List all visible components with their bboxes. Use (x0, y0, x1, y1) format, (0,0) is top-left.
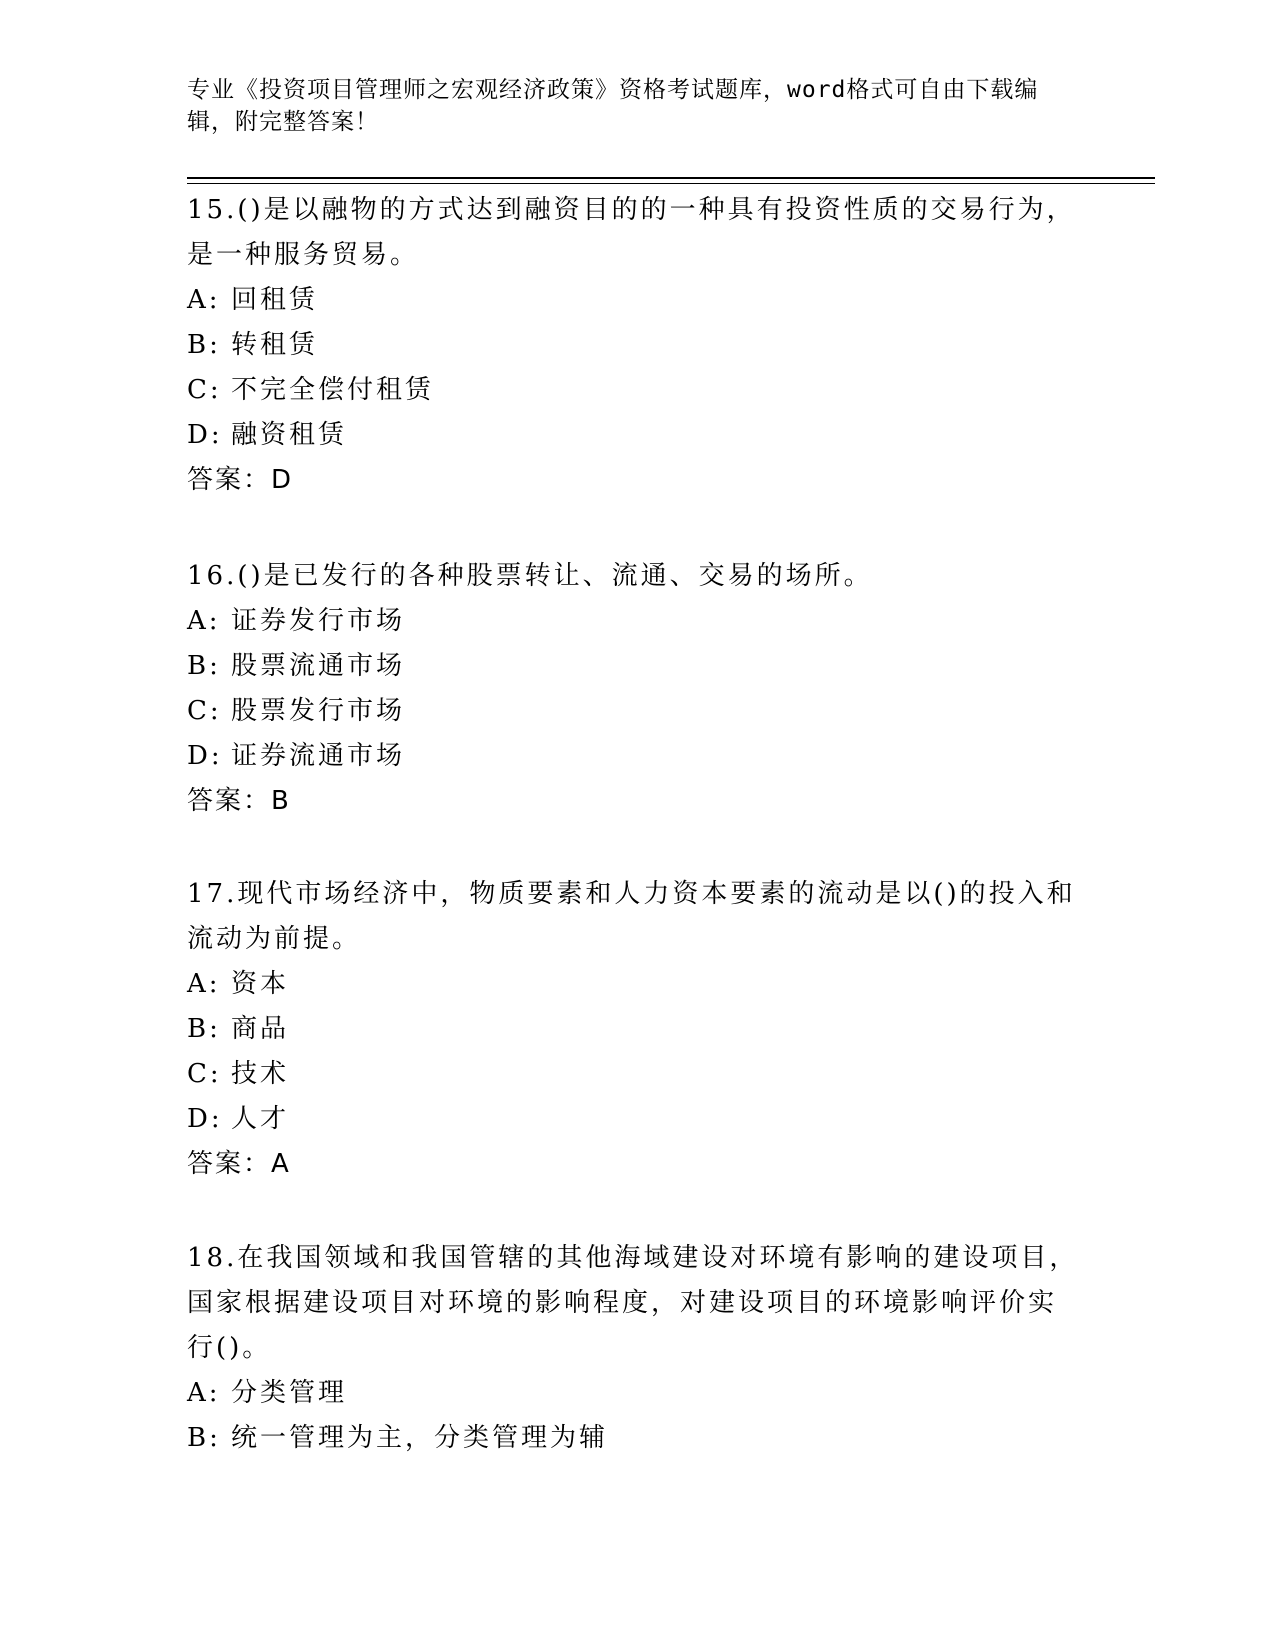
option-letter: A: (187, 969, 221, 999)
option-text: 商品 (231, 1014, 290, 1044)
option-letter: A: (187, 1378, 221, 1408)
option-letter: D: (187, 1104, 223, 1134)
option-text: 回租赁 (231, 285, 319, 315)
option-letter: B: (187, 651, 221, 681)
answer-line: 答案：B (187, 786, 291, 816)
option-c (187, 1052, 1087, 1097)
question-stem (187, 1236, 1087, 1371)
option-text: 融资租赁 (231, 420, 348, 450)
option-letter: D: (187, 420, 223, 450)
option-letter: B: (187, 1423, 221, 1453)
option-d (187, 413, 1087, 458)
option-text: 股票流通市场 (231, 651, 406, 681)
header-line-1: 专业《投资项目管理师之宏观经济政策》资格考试题库，word格式可自由下载编 (187, 77, 1039, 103)
option-letter: D: (187, 741, 223, 771)
option-letter: C: (187, 1059, 222, 1089)
option-text: 证券发行市场 (231, 606, 406, 636)
option-letter: B: (187, 1014, 221, 1044)
answer-line: 答案：A (187, 1149, 291, 1179)
option-text: 技术 (231, 1059, 290, 1089)
option-b (187, 644, 1087, 689)
option-text: 股票发行市场 (231, 696, 406, 726)
question-stem-line: 15.()是以融物的方式达到融资目的的一种具有投资性质的交易行为， (187, 195, 1076, 225)
option-letter: A: (187, 285, 221, 315)
option-text: 人才 (231, 1104, 290, 1134)
question-stem-line: 国家根据建设项目对环境的影响程度，对建设项目的环境影响评价实 (187, 1288, 1058, 1318)
document-header (187, 74, 1067, 138)
option-a (187, 962, 1087, 1007)
question-stem-line: 17.现代市场经济中，物质要素和人力资本要素的流动是以()的投入和 (187, 879, 1076, 909)
option-text: 证券流通市场 (231, 741, 406, 771)
option-text: 资本 (231, 969, 290, 999)
option-a (187, 278, 1087, 323)
question-stem (187, 188, 1087, 278)
question-17 (187, 872, 1087, 1187)
option-letter: C: (187, 375, 222, 405)
option-d (187, 1097, 1087, 1142)
answer-line: 答案：D (187, 465, 294, 495)
question-15 (187, 188, 1087, 503)
question-16 (187, 554, 1087, 824)
option-letter: B: (187, 330, 221, 360)
option-b (187, 323, 1087, 368)
option-text: 统一管理为主，分类管理为辅 (231, 1423, 609, 1453)
question-18 (187, 1236, 1087, 1461)
option-letter: C: (187, 696, 222, 726)
option-text: 转租赁 (231, 330, 319, 360)
question-stem-line: 18.在我国领域和我国管辖的其他海域建设对环境有影响的建设项目， (187, 1243, 1079, 1273)
question-stem-line: 流动为前提。 (187, 924, 362, 954)
option-text: 不完全偿付租赁 (231, 375, 435, 405)
question-stem-line: 行()。 (187, 1333, 272, 1363)
header-rule-thin (187, 183, 1155, 184)
question-stem (187, 554, 1087, 599)
option-c (187, 368, 1087, 413)
option-c (187, 689, 1087, 734)
question-stem-line: 是一种服务贸易。 (187, 240, 420, 270)
option-letter: A: (187, 606, 221, 636)
option-a (187, 599, 1087, 644)
option-b (187, 1416, 1087, 1461)
header-line-2: 辑，附完整答案！ (187, 109, 379, 135)
option-b (187, 1007, 1087, 1052)
option-text: 分类管理 (231, 1378, 348, 1408)
question-stem-line: 16.()是已发行的各种股票转让、流通、交易的场所。 (187, 561, 873, 591)
option-d (187, 734, 1087, 779)
option-a (187, 1371, 1087, 1416)
question-stem (187, 872, 1087, 962)
header-rule-thick (187, 177, 1155, 179)
